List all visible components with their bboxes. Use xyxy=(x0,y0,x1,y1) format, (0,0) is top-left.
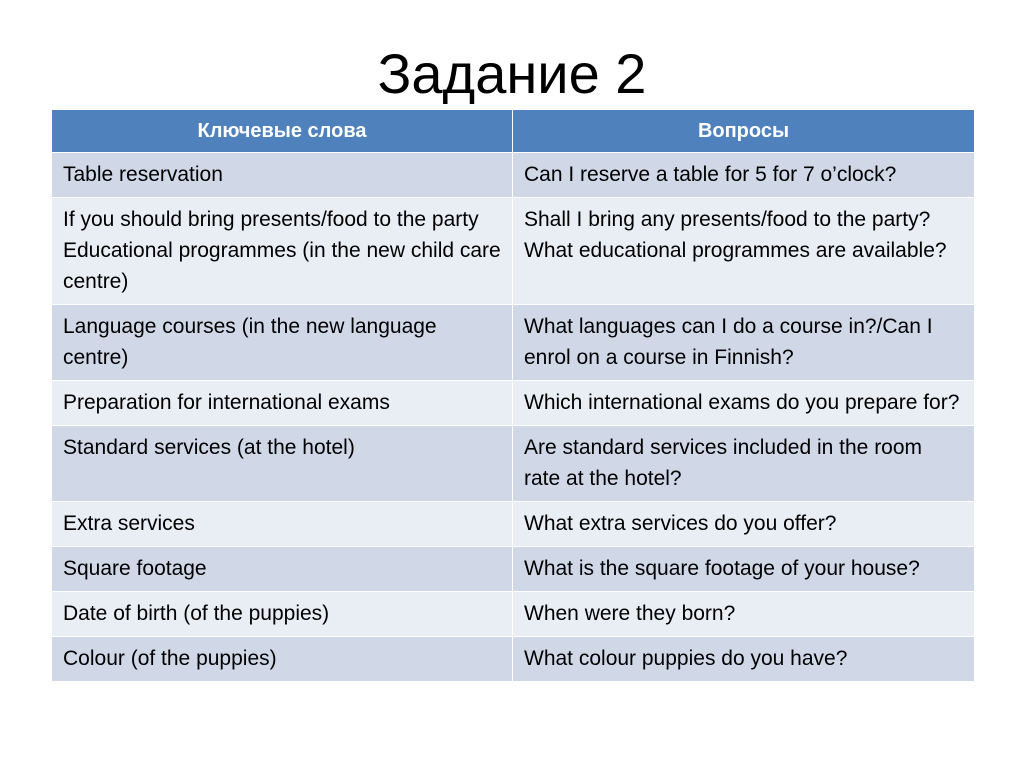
question-cell xyxy=(513,637,975,682)
question-cell xyxy=(513,381,975,426)
keyword-text: Educational programmes (in the new child care centre) xyxy=(63,239,501,293)
table-row xyxy=(52,502,975,547)
question-text: What colour puppies do you have? xyxy=(524,647,848,670)
keyword-text: Extra services xyxy=(63,512,195,535)
question-cell xyxy=(513,426,975,502)
question-cell xyxy=(513,547,975,592)
table-row xyxy=(52,305,975,381)
keyword-text: Table reservation xyxy=(63,163,223,186)
question-cell xyxy=(513,305,975,381)
keywords-cell xyxy=(52,547,513,592)
keywords-questions-table xyxy=(51,109,974,682)
keywords-cell xyxy=(52,502,513,547)
keyword-text: Preparation for international exams xyxy=(63,391,390,414)
question-cell xyxy=(513,198,975,305)
keyword-text: Language courses (in the new language centre) xyxy=(63,315,437,369)
question-text: What educational programmes are available? xyxy=(524,239,947,262)
question-text: Shall I bring any presents/food to the party? xyxy=(524,208,931,231)
question-text: Can I reserve a table for 5 for 7 o’clock? xyxy=(524,163,897,186)
table-row xyxy=(52,592,975,637)
table-row xyxy=(52,426,975,502)
question-text: What extra services do you offer? xyxy=(524,512,837,535)
keywords-cell xyxy=(52,426,513,502)
keywords-cell xyxy=(52,305,513,381)
question-text: When were they born? xyxy=(524,602,736,625)
keywords-cell xyxy=(52,637,513,682)
keyword-text: Date of birth (of the puppies) xyxy=(63,602,330,625)
question-text: What is the square footage of your house? xyxy=(524,557,920,580)
question-text: Are standard services included in the room rate at the hotel? xyxy=(524,436,923,490)
table-row xyxy=(52,198,975,305)
table-row xyxy=(52,637,975,682)
table-row xyxy=(52,381,975,426)
question-text: What languages can I do a course in?/Can I enrol on a course in Finnish? xyxy=(524,315,933,369)
question-text: Which international exams do you prepare for? xyxy=(524,391,960,414)
keywords-cell xyxy=(52,153,513,198)
question-cell xyxy=(513,592,975,637)
keyword-text: If you should bring presents/food to the party xyxy=(63,208,479,231)
keywords-cell xyxy=(52,198,513,305)
slide-title: Задание 2 xyxy=(377,42,647,105)
question-cell xyxy=(513,153,975,198)
keyword-text: Square footage xyxy=(63,557,207,580)
table xyxy=(51,109,975,682)
table-row xyxy=(52,153,975,198)
keyword-text: Standard services (at the hotel) xyxy=(63,436,355,459)
question-cell xyxy=(513,502,975,547)
keyword-text: Colour (of the puppies) xyxy=(63,647,277,670)
table-body xyxy=(52,153,975,682)
header-keywords: Ключевые слова xyxy=(52,110,513,153)
keywords-cell xyxy=(52,592,513,637)
header-questions: Вопросы xyxy=(513,110,975,153)
keywords-cell xyxy=(52,381,513,426)
table-row xyxy=(52,547,975,592)
table-header-row xyxy=(52,110,975,153)
